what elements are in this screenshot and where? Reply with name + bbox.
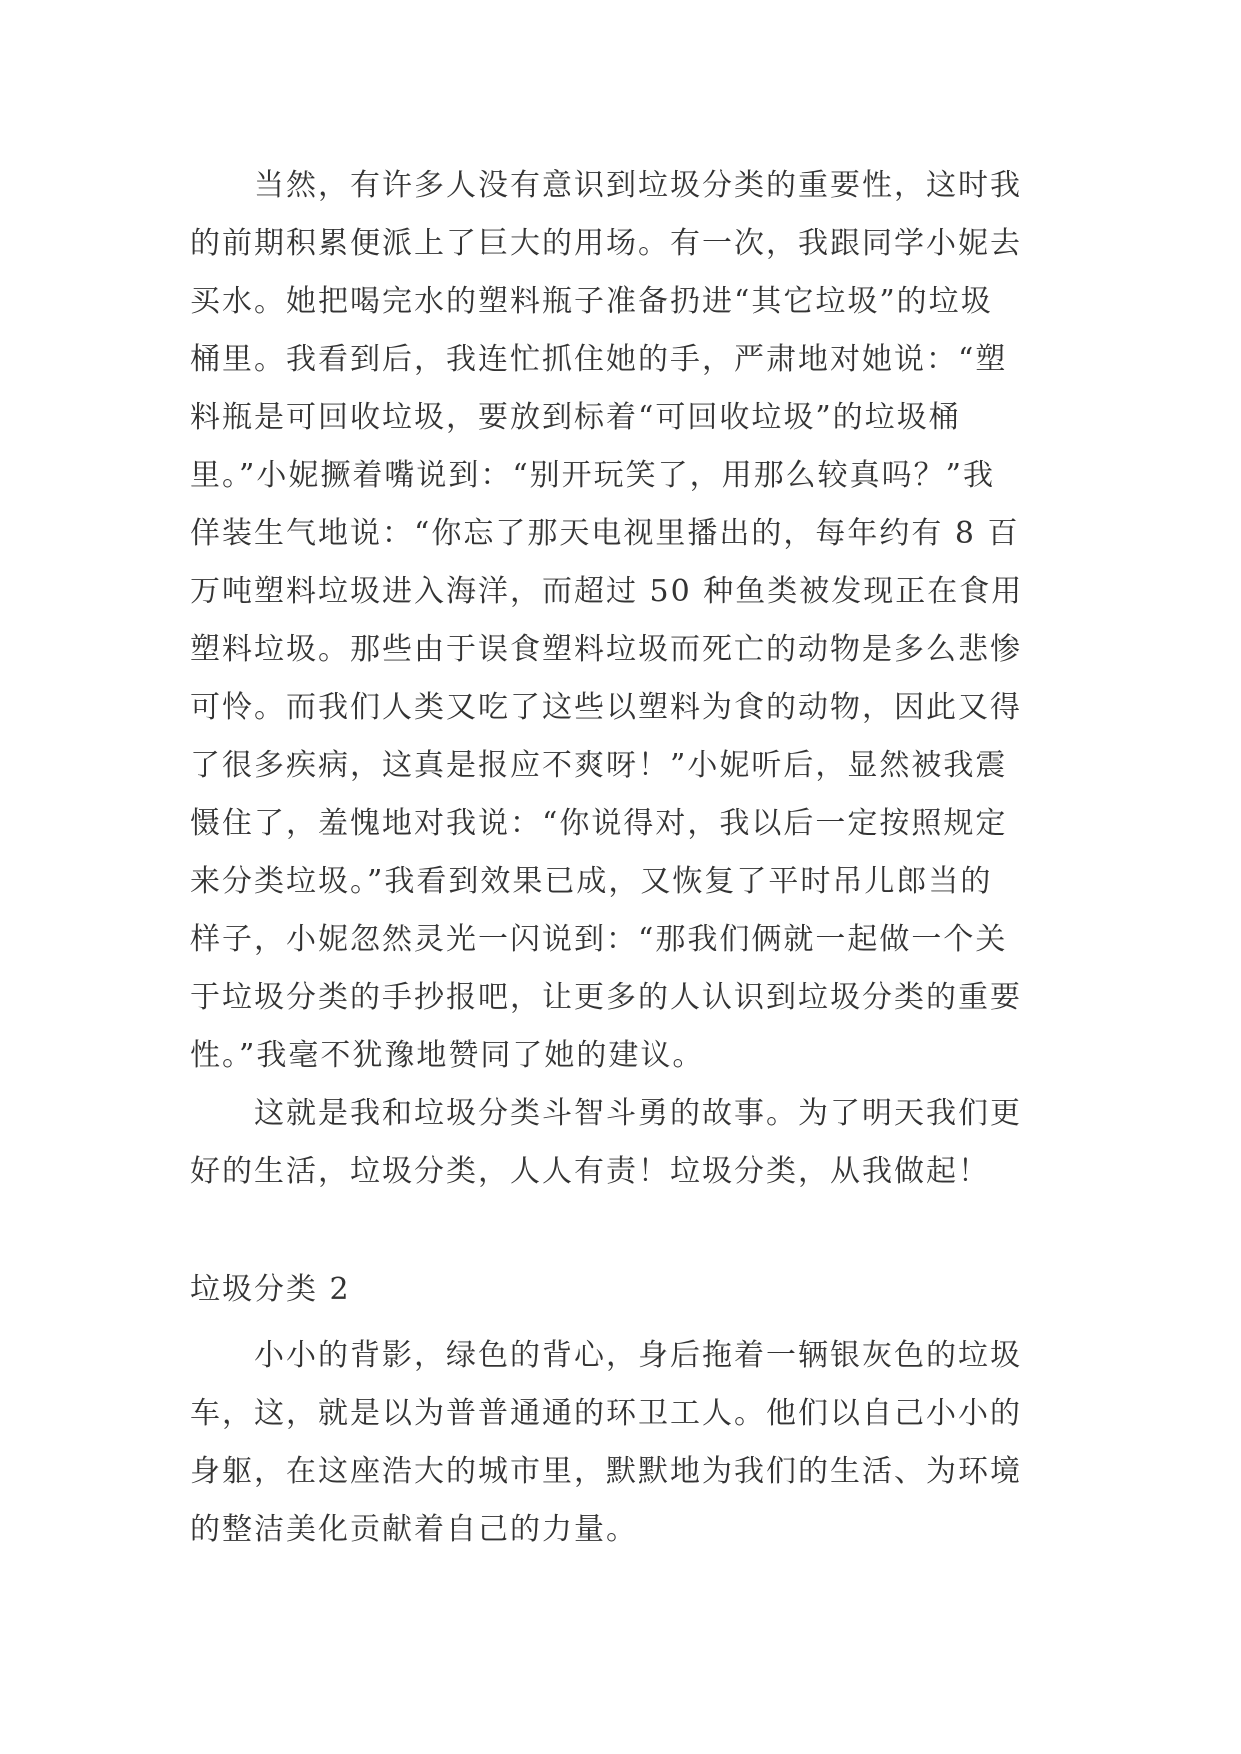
paragraph-line: 了很多疾病，这真是报应不爽呀！”小妮听后，显然被我震 — [190, 748, 1008, 783]
paragraph-3 — [190, 1327, 1050, 1559]
paragraph-line: 可怜。而我们人类又吃了这些以塑料为食的动物，因此又得 — [190, 690, 1022, 725]
paragraph-line: 这就是我和垃圾分类斗智斗勇的故事。为了明天我们更 — [254, 1096, 1022, 1131]
paragraph-line: 佯装生气地说：“你忘了那天电视里播出的，每年约有 8 百 — [190, 516, 1020, 551]
paragraph-line: 身躯，在这座浩大的城市里，默默地为我们的生活、为环境 — [190, 1454, 1022, 1489]
paragraph-line: 小小的背影，绿色的背心，身后拖着一辆银灰色的垃圾 — [254, 1338, 1022, 1373]
paragraph-line: 样子，小妮忽然灵光一闪说到：“那我们俩就一起做一个关 — [190, 922, 1008, 957]
paragraph-line: 慑住了，羞愧地对我说：“你说得对，我以后一定按照规定 — [190, 806, 1008, 841]
paragraph-line: 料瓶是可回收垃圾，要放到标着“可回收垃圾”的垃圾桶 — [190, 400, 961, 435]
paragraph-line: 塑料垃圾。那些由于误食塑料垃圾而死亡的动物是多么悲惨 — [190, 632, 1022, 667]
paragraph-line: 里。”小妮撅着嘴说到：“别开玩笑了，用那么较真吗？”我 — [190, 458, 996, 493]
paragraph-line: 买水。她把喝完水的塑料瓶子准备扔进“其它垃圾”的垃圾 — [190, 284, 993, 319]
paragraph-line: 万吨塑料垃圾进入海洋，而超过 50 种鱼类被发现正在食用 — [190, 574, 1024, 609]
paragraph-line: 的前期积累便派上了巨大的用场。有一次，我跟同学小妮去 — [190, 226, 1022, 261]
paragraph-line: 性。”我毫不犹豫地赞同了她的建议。 — [190, 1038, 705, 1073]
paragraph-1 — [190, 157, 1050, 1201]
section-heading: 垃圾分类 2 — [190, 1272, 351, 1307]
paragraph-line: 当然，有许多人没有意识到垃圾分类的重要性，这时我 — [254, 168, 1022, 203]
paragraph-line: 车，这，就是以为普普通通的环卫工人。他们以自己小小的 — [190, 1396, 1022, 1431]
paragraph-line: 桶里。我看到后，我连忙抓住她的手，严肃地对她说：“塑 — [190, 342, 1008, 377]
paragraph-line: 的整洁美化贡献着自己的力量。 — [190, 1512, 638, 1547]
paragraph-line: 来分类垃圾。”我看到效果已成，又恢复了平时吊儿郎当的 — [190, 864, 993, 899]
paragraph-line: 好的生活，垃圾分类，人人有责！垃圾分类，从我做起！ — [190, 1154, 990, 1189]
paragraph-line: 于垃圾分类的手抄报吧，让更多的人认识到垃圾分类的重要 — [190, 980, 1022, 1015]
